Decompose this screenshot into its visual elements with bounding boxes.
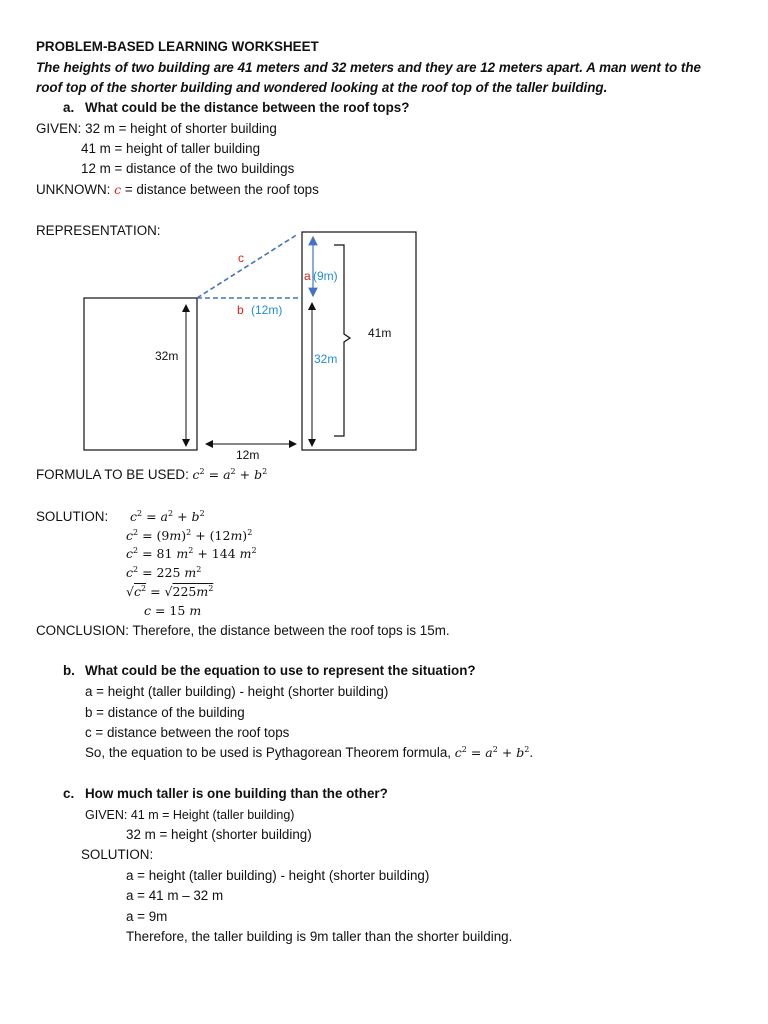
a-value: (9m): [313, 269, 338, 283]
conclusion: CONCLUSION: Therefore, the distance between the roof tops is 15m.: [36, 623, 450, 638]
b-value: (12m): [251, 303, 283, 317]
part-c-solution-4: Therefore, the taller building is 9m taller than the shorter building.: [126, 929, 513, 944]
formula-expression: $c^2 = a^2 + b^2$: [192, 467, 268, 482]
given-label: GIVEN:: [36, 121, 82, 136]
part-c-solution-3: a = 9m: [126, 909, 168, 924]
part-b-label: b.: [63, 663, 75, 678]
part-a-label: a.: [63, 100, 75, 115]
formula-line: [36, 467, 267, 483]
solution-step-5: $√c^2 = √225m^2$: [126, 584, 214, 599]
part-b-line-3: c = distance between the roof tops: [85, 725, 290, 740]
part-c-given-1: GIVEN: 41 m = Height (taller building): [85, 808, 295, 822]
given-value-1: 32 m = height of shorter building: [85, 121, 277, 136]
representation-label: REPRESENTATION:: [36, 223, 161, 238]
part-c-question: How much taller is one building than the other?: [85, 786, 388, 801]
part-c-solution-1: a = height (taller building) - height (shorter building): [126, 868, 430, 883]
problem-statement-line-1: The heights of two building are 41 meters and 32 meters and they are 12 meters apart. A man went to the: [36, 60, 701, 75]
solution-step-4: $c^2 = 225$ $m^2$: [126, 565, 202, 580]
formula-label: FORMULA TO BE USED:: [36, 467, 189, 482]
unknown-text: = distance between the roof tops: [124, 182, 319, 197]
given-line-3: 12 m = distance of the two buildings: [81, 161, 295, 176]
height-32-left-label: 32m: [155, 349, 179, 363]
part-b-equation: $c^2 = a^2 + b^2$.: [454, 745, 534, 760]
height-32-right-label: 32m: [314, 352, 338, 366]
part-b-line-2: b = distance of the building: [85, 705, 245, 720]
part-b-question: What could be the equation to use to represent the situation?: [85, 663, 476, 678]
hypotenuse-c-line: [197, 234, 298, 298]
part-c-solution-label: SOLUTION:: [81, 847, 154, 862]
part-b-line-1: a = height (taller building) - height (shorter building): [85, 684, 389, 699]
part-a-question: What could be the distance between the roof tops?: [85, 100, 410, 115]
solution-step-6: c = 15 m: [144, 603, 202, 618]
c-label: c: [238, 251, 244, 265]
page-title: PROBLEM-BASED LEARNING WORKSHEET: [36, 39, 319, 54]
given-line-2: 41 m = height of taller building: [81, 141, 261, 156]
part-b-equation-text: So, the equation to be used is Pythagorean Theorem formula,: [85, 745, 451, 760]
solution-label: SOLUTION:: [36, 509, 109, 524]
taller-building: [302, 232, 416, 450]
part-c-given-2: 32 m = height (shorter building): [126, 827, 312, 842]
a-label: a: [304, 269, 311, 283]
shorter-building: [84, 298, 197, 450]
part-c-solution-2: a = 41 m – 32 m: [126, 888, 224, 903]
solution-step-3: $c^2 = 81$ $m^2 + 144$ $m^2$: [126, 546, 257, 561]
part-b-line-4: [85, 745, 533, 761]
problem-statement-line-2: roof top of the shorter building and wondered looking at the roof top of the taller building.: [36, 80, 608, 95]
unknown-label: UNKNOWN:: [36, 182, 111, 197]
part-c-label: c.: [63, 786, 75, 801]
b-label: b: [237, 303, 244, 317]
height-41-label: 41m: [368, 326, 392, 340]
distance-label: 12m: [236, 448, 260, 462]
solution-step-2: $c^2 = (9m)^2 + (12m)^2$: [126, 528, 253, 543]
unknown-variable: c: [114, 182, 122, 197]
solution-step-1: $c^2 = a^2 + b^2$: [130, 509, 205, 524]
